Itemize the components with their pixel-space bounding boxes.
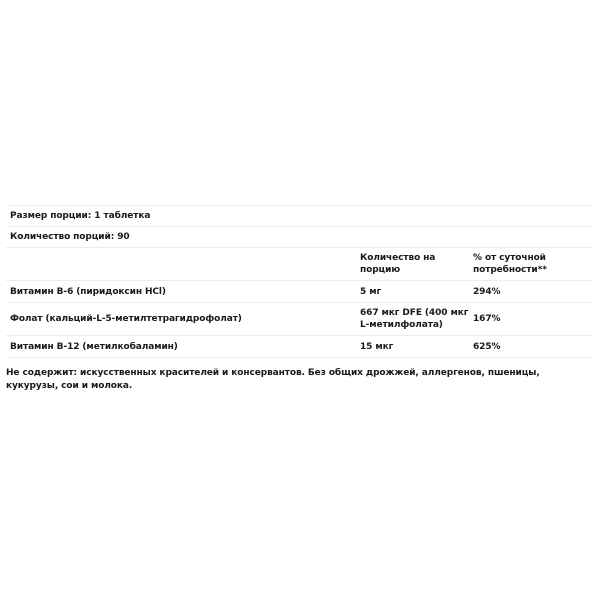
nutrient-amount: 5 мг: [360, 286, 382, 297]
table-row: [6, 281, 593, 303]
table-row: [6, 303, 593, 336]
nutrient-amount: 667 мкг DFE (400 мкг L-метилфолата): [360, 308, 469, 330]
nutrient-name: Витамин B-12 (метилкобаламин): [10, 341, 178, 352]
serving-size: Размер порции: 1 таблетка: [10, 211, 151, 221]
header-amount: Количество на порцию: [360, 253, 436, 275]
nutrient-daily-value: 294%: [473, 286, 501, 297]
servings-count-row: [6, 227, 593, 248]
free-from-note: Не содержит: искусственных красителей и консервантов. Без общих дрожжей, аллергенов, пшеницы, кукурузы, сои и молока.: [6, 368, 540, 391]
nutrient-daily-value: 167%: [473, 314, 501, 324]
supplement-facts-table: [6, 205, 593, 358]
header-daily-value: % от суточной потребности**: [473, 253, 547, 275]
nutrient-amount: 15 мкг: [360, 341, 394, 352]
nutrient-daily-value: 625%: [473, 341, 501, 352]
table-header-row: [6, 248, 593, 281]
nutrient-name: Фолат (кальций-L-5-метилтетрагидрофолат): [10, 314, 242, 324]
serving-size-row: [6, 206, 593, 227]
servings-count: Количество порций: 90: [10, 232, 130, 242]
table-row: [6, 336, 593, 358]
nutrient-name: Витамин B-6 (пиридоксин HCl): [10, 286, 166, 297]
